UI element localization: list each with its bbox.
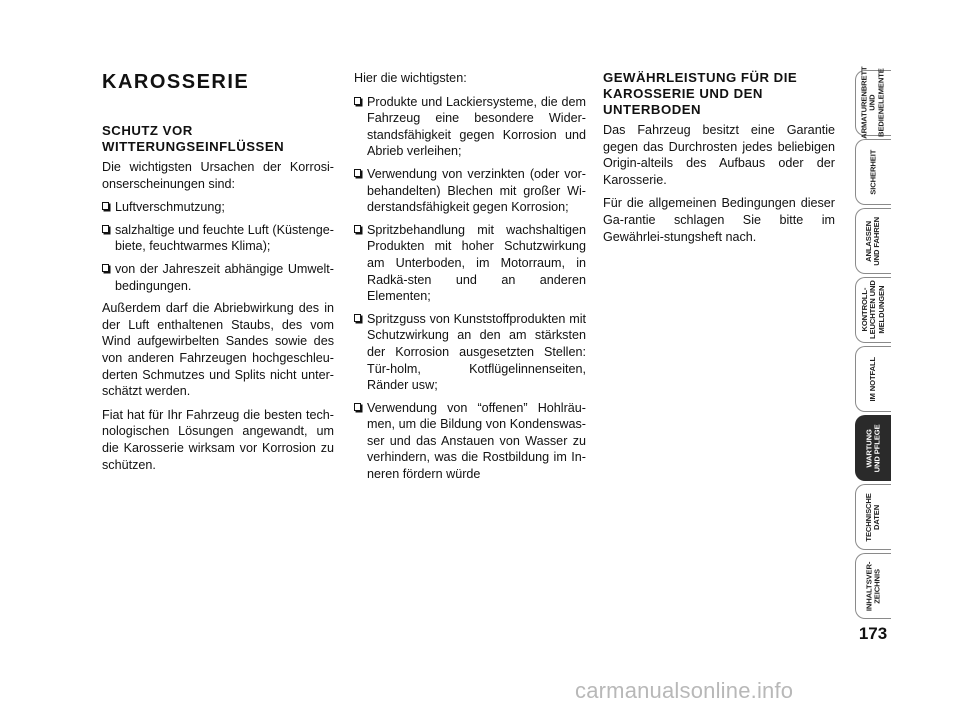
intro-text: Hier die wichtigsten: xyxy=(354,71,467,85)
column-right xyxy=(603,70,835,252)
list-item: von der Jahreszeit abhängige Umwelt-bedingungen. xyxy=(102,261,334,294)
cause-list xyxy=(102,199,334,294)
checkbox-bullet-icon xyxy=(102,264,109,272)
tab-im-notfall[interactable]: IM NOTFALL xyxy=(855,346,891,412)
tab-wartung[interactable]: WARTUNG UND PFLEGE xyxy=(855,415,891,481)
tab-kontrollleuchten[interactable]: KONTROLL- LEUCHTEN UND MELDUNGEN xyxy=(855,277,891,343)
list-item: Spritzguss von Kunststoffprodukten mit Schutzwirkung an den am stärksten der Korrosion ausgesetzten Stellen: Tür-holm, Kotflügelinnenseiten, Ränder usw; xyxy=(354,311,586,394)
checkbox-bullet-icon xyxy=(354,314,361,322)
checkbox-bullet-icon xyxy=(102,202,109,210)
list-item: Verwendung von “offenen” Hohlräu-men, um die Bildung von Kondenswas-ser und das Anstauen von Wasser zu verhindern, was die Rostbildung im In-neren fördern würde xyxy=(354,400,586,483)
paragraph: Außerdem darf die Abriebwirkung des in der Luft enthaltenen Staubs, des vom Wind aufgewirbelten Sandes sowie des von anderen Fahrzeugen hochgeschleu-derten Schmutzes und Splits nicht unter-schätzt werden. xyxy=(102,301,334,399)
subsection-title: GEWÄHRLEISTUNG FÜR DIE KAROSSERIE UND DEN UNTERBODEN xyxy=(603,70,798,117)
list-item: Verwendung von verzinkten (oder vor-behandelten) Blechen mit großer Wi-derstandsfähigkeit gegen Korrosion; xyxy=(354,166,586,216)
checkbox-bullet-icon xyxy=(354,97,361,105)
list-item: Spritzbehandlung mit wachshaltigen Produkten mit hoher Schutzwirkung am Unterboden, im Motorraum, in Radkä-sten und an anderen Elementen; xyxy=(354,222,586,305)
watermark: carmanualsonline.info xyxy=(575,678,794,703)
tab-anlassen[interactable]: ANLASSEN UND FAHREN xyxy=(855,208,891,274)
measure-list xyxy=(354,94,586,483)
checkbox-bullet-icon xyxy=(354,403,361,411)
intro-text: Die wichtigsten Ursachen der Korrosi-onserscheinungen sind: xyxy=(102,160,334,191)
list-item: Produkte und Lackiersysteme, die dem Fahrzeug eine besondere Wider-standsfähigkeit gegen Korrosion und Abrieb verleihen; xyxy=(354,94,586,160)
checkbox-bullet-icon xyxy=(354,169,361,177)
subsection-title: SCHUTZ VOR WITTERUNGSEINFLÜSSEN xyxy=(102,123,285,154)
paragraph: Fiat hat für Ihr Fahrzeug die besten tech-nologischen Lösungen angewandt, um die Karosserie wirksam vor Korrosion zu schützen. xyxy=(102,407,334,472)
tab-technische-daten[interactable]: TECHNISCHE DATEN xyxy=(855,484,891,550)
tab-armaturenbrett[interactable]: ARMATURENBRETT UND BEDIENELEMENTE xyxy=(855,70,891,136)
section-title: KAROSSERIE xyxy=(102,71,250,93)
list-item: salzhaltige und feuchte Luft (Küstenge-biete, feuchtwarmes Klima); xyxy=(102,222,334,255)
paragraph: Für die allgemeinen Bedingungen dieser Ga-rantie schlagen Sie bitte im Gewährlei-stungsheft nach. xyxy=(603,196,835,244)
checkbox-bullet-icon xyxy=(102,225,109,233)
list-item: Luftverschmutzung; xyxy=(102,199,334,216)
tab-inhaltsverzeichnis[interactable]: INHALTSVER- ZEICHNIS xyxy=(855,553,891,619)
checkbox-bullet-icon xyxy=(354,225,361,233)
tab-sicherheit[interactable]: SICHERHEIT xyxy=(855,139,891,205)
paragraph: Das Fahrzeug besitzt eine Garantie gegen das Durchrosten jedes beliebigen Origin-alteils des Aufbaus oder der Karosserie. xyxy=(603,123,835,187)
column-middle xyxy=(354,70,586,489)
column-left xyxy=(102,70,334,480)
page-number: 173 xyxy=(858,624,888,643)
